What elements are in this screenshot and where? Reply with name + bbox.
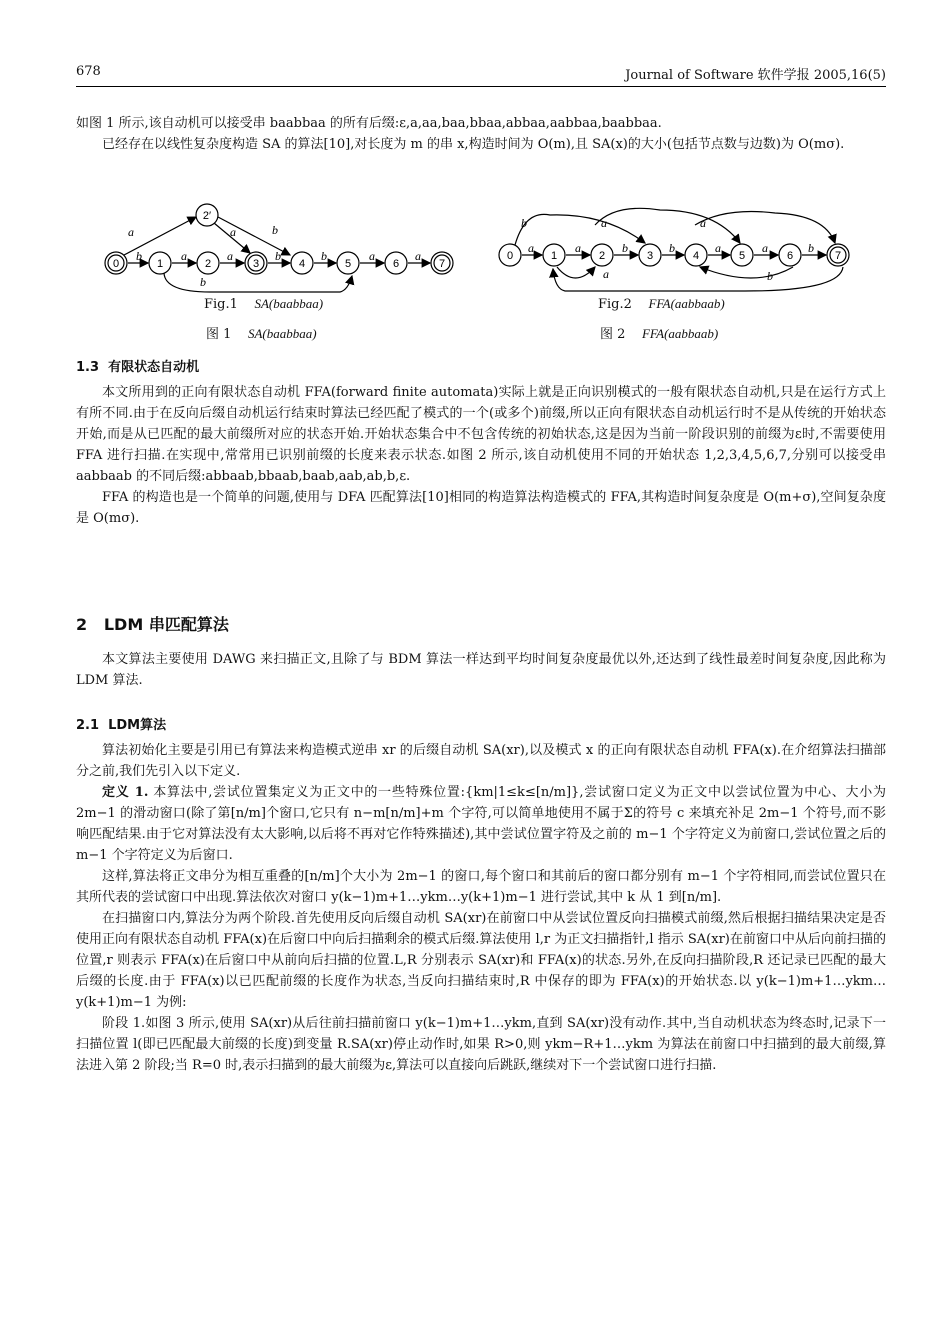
caption-text: FFA(aabbaab) <box>641 326 719 341</box>
svg-text:b: b <box>808 241 814 255</box>
paragraph-stage-1: 阶段 1.如图 3 所示,使用 SA(xr)从后往前扫描前窗口 y(k−1)m+1…ykm,直到 SA(xr)没有动作.其中,当自动机状态为终态时,记录下一扫描位置 l(即已匹配最大前缀的长度)到变量 R.SA(xr)停止动作时,如果 R>0,则 ykm−R+1…ykm 为算法在前窗口中扫描到的最大前缀,算法进入第 2 阶段;当 R=0 时,表示扫描到的最大前缀为ε,算法可以直接向后跳跃,继续对下一个尝试窗口进行扫描. <box>76 1016 886 1073</box>
svg-text:b: b <box>521 216 527 230</box>
section-heading <box>76 714 886 733</box>
svg-text:a: a <box>700 216 706 230</box>
paragraph-initialization: 算法初始化主要是引用已有算法来构造模式逆串 xr 的后缀自动机 SA(xr),以及模式 x 的正向有限状态自动机 FFA(x).在介绍算法扫描部分之前,我们先引入以下定义. <box>76 743 886 779</box>
svg-text:a: a <box>762 241 768 255</box>
svg-text:2: 2 <box>204 258 212 270</box>
svg-text:3: 3 <box>646 250 654 262</box>
svg-text:a: a <box>230 225 236 239</box>
fig1-edge-labels <box>128 223 421 289</box>
svg-text:b: b <box>272 223 278 237</box>
section-1-3 <box>76 356 886 529</box>
svg-text:3: 3 <box>252 258 260 270</box>
paragraph-definition-1 <box>76 782 886 866</box>
svg-text:b: b <box>321 249 327 263</box>
section-title: LDM 串匹配算法 <box>103 615 229 634</box>
caption-text: FFA(aabbaab) <box>648 296 725 311</box>
caption-label: Fig.1 <box>204 297 238 312</box>
svg-text:a: a <box>369 249 375 263</box>
svg-text:a: a <box>181 249 187 263</box>
paragraph-scan-stages: 在扫描窗口内,算法分为两个阶段.首先使用反向后缀自动机 SA(xr)在前窗口中从尝试位置反向扫描模式前缀,然后根据扫描结果决定是否使用正向有限状态自动机 FFA(x)在后窗口中向后扫描剩余的模式后缀.算法使用 l,r 为正文扫描指针,l 指示 SA(xr)在前窗口中从后向前扫描的位置,r 则表示 FFA(x)在后窗口中从前向后扫描的位置.L,R 分别表示 SA(xr)和 FFA(x)的状态.另外,在反向扫描阶段,R 还记录已匹配的最大后缀的长度.由于 FFA(x)以已匹配前缀的长度作为状态,当反向扫描结束时,R 中保存的即为 FFA(x)的开始状态.以 y(k−1)m+1…ykm…y(k+1)m−1 为例: <box>76 911 886 1010</box>
caption-label: 图 1 <box>206 327 232 342</box>
svg-text:b: b <box>669 241 675 255</box>
svg-text:7: 7 <box>438 258 446 270</box>
svg-text:6: 6 <box>786 250 794 262</box>
caption-label: 图 2 <box>600 327 626 342</box>
figure-1-caption-en <box>204 296 323 312</box>
caption-text: SA(baabbaa) <box>254 296 324 311</box>
paragraph-ffa-definition: 本文所用到的正向有限状态自动机 FFA(forward finite automata)实际上就是正向识别模式的一般有限状态自动机,只是在运行方式上有所不同.由于在反向后缀自动机运行结束时算法已经匹配了模式的一个(或多个)前缀,所以正向有限状态自动机运行时不是从传统的开始状态开始,而是从已匹配的最大前缀所对应的状态开始.开始状态集合中不包含传统的初始状态,这是因为当前一阶段识别的前缀为ε时,不需要使用 FFA 进行扫描.在实现中,常常用已识别前缀的长度来表示状态.如图 2 所示,该自动机使用不同的开始状态 1,2,3,4,5,6,7,分别可以接受串 aabbaab 的不同后缀:abbaab,bbaab,baab,aab,ab,b,ε. <box>76 385 886 484</box>
paragraph-ffa-construction: FFA 的构造也是一个简单的问题,使用与 DFA 匹配算法[10]相同的构造算法构造模式的 FFA,其构造时间复杂度是 O(m+σ),空间复杂度是 O(mσ). <box>76 490 886 526</box>
svg-text:b: b <box>200 275 206 289</box>
svg-text:a: a <box>603 267 609 281</box>
svg-text:4: 4 <box>298 258 306 270</box>
journal-title: Journal of Software 软件学报 2005,16(5) <box>625 68 886 83</box>
paragraph-window-split: 这样,算法将正文串分为相互重叠的[n/m]个大小为 2m−1 的窗口,每个窗口和其前后的窗口都分别有 m−1 个字符相同,而尝试位置只在其所代表的尝试窗口中出现.算法依次对窗口 y(k−1)m+1…ykm…y(k+1)m−1 进行尝试,其中 k 从 1 到[n/m]. <box>76 869 886 905</box>
page-number: 678 <box>76 64 101 79</box>
section-number: 1.3 <box>76 360 100 375</box>
section-number: 2.1 <box>76 718 100 733</box>
intro-block <box>76 113 886 155</box>
figure-2-automaton <box>495 205 865 300</box>
fig2-edge-labels <box>521 216 814 283</box>
section-number: 2 <box>76 615 88 634</box>
svg-text:a: a <box>128 225 134 239</box>
section-2 <box>76 612 886 691</box>
figure-2-caption-cn <box>600 323 718 342</box>
svg-text:5: 5 <box>738 250 746 262</box>
svg-text:0: 0 <box>506 250 514 262</box>
section-heading <box>76 356 886 375</box>
caption-label: Fig.2 <box>598 297 632 312</box>
svg-text:1: 1 <box>550 250 558 262</box>
svg-text:4: 4 <box>692 250 700 262</box>
svg-text:2: 2 <box>598 250 606 262</box>
caption-text: SA(baabbaa) <box>247 326 317 341</box>
section-title: 有限状态自动机 <box>108 360 200 375</box>
svg-text:7: 7 <box>834 250 842 262</box>
paragraph-intro: 如图 1 所示,该自动机可以接受串 baabbaa 的所有后缀:ε,a,aa,baa,bbaa,abbaa,aabbaa,baabbaa. <box>76 116 662 131</box>
svg-text:a: a <box>227 249 233 263</box>
section-heading <box>76 612 886 635</box>
paragraph-sa-construction: 已经存在以线性复杂度构造 SA 的算法[10],对长度为 m 的串 x,构造时间为 O(m),且 SA(x)的大小(包括节点数与边数)为 O(mσ). <box>102 137 845 152</box>
svg-text:b: b <box>275 249 281 263</box>
definition-label: 定义 1. <box>102 785 149 800</box>
svg-text:a: a <box>715 241 721 255</box>
svg-text:b: b <box>767 269 773 283</box>
figure-1-automaton <box>100 200 470 300</box>
svg-text:b: b <box>622 241 628 255</box>
svg-text:b: b <box>136 249 142 263</box>
section-title: LDM算法 <box>108 718 167 733</box>
svg-text:2′: 2′ <box>202 210 212 222</box>
svg-text:a: a <box>575 241 581 255</box>
svg-text:a: a <box>415 249 421 263</box>
running-header <box>76 60 886 87</box>
svg-text:a: a <box>601 216 607 230</box>
figure-1-caption-cn <box>206 323 317 342</box>
definition-text: 本算法中,尝试位置集定义为正文中的一些特殊位置:{km|1≤k≤[n/m]},尝试窗口定义为正文中以尝试位置为中心、大小为 2m−1 的滑动窗口(除了第[n/m]个窗口,它只有 n−m[n/m]+m 个字符,可以简单地使用不属于Σ的符号 c 来填充补足 2m−1 个符号,而不影响匹配结果.由于它对算法没有太大影响,以后将不再对它作特殊描述),其中尝试位置字符及之前的 m−1 个字符定义为前窗口,尝试位置之后的 m−1 个字符定义为后窗口. <box>76 785 886 863</box>
paragraph-ldm-overview: 本文算法主要使用 DAWG 来扫描正文,且除了与 BDM 算法一样达到平均时间复杂度最优以外,还达到了线性最差时间复杂度,因此称为 LDM 算法. <box>76 652 886 688</box>
figure-2-caption-en <box>598 296 725 312</box>
svg-text:0: 0 <box>112 258 120 270</box>
section-2-1 <box>76 714 886 1076</box>
svg-text:1: 1 <box>156 258 164 270</box>
svg-text:6: 6 <box>392 258 400 270</box>
svg-text:a: a <box>528 241 534 255</box>
svg-text:5: 5 <box>344 258 352 270</box>
